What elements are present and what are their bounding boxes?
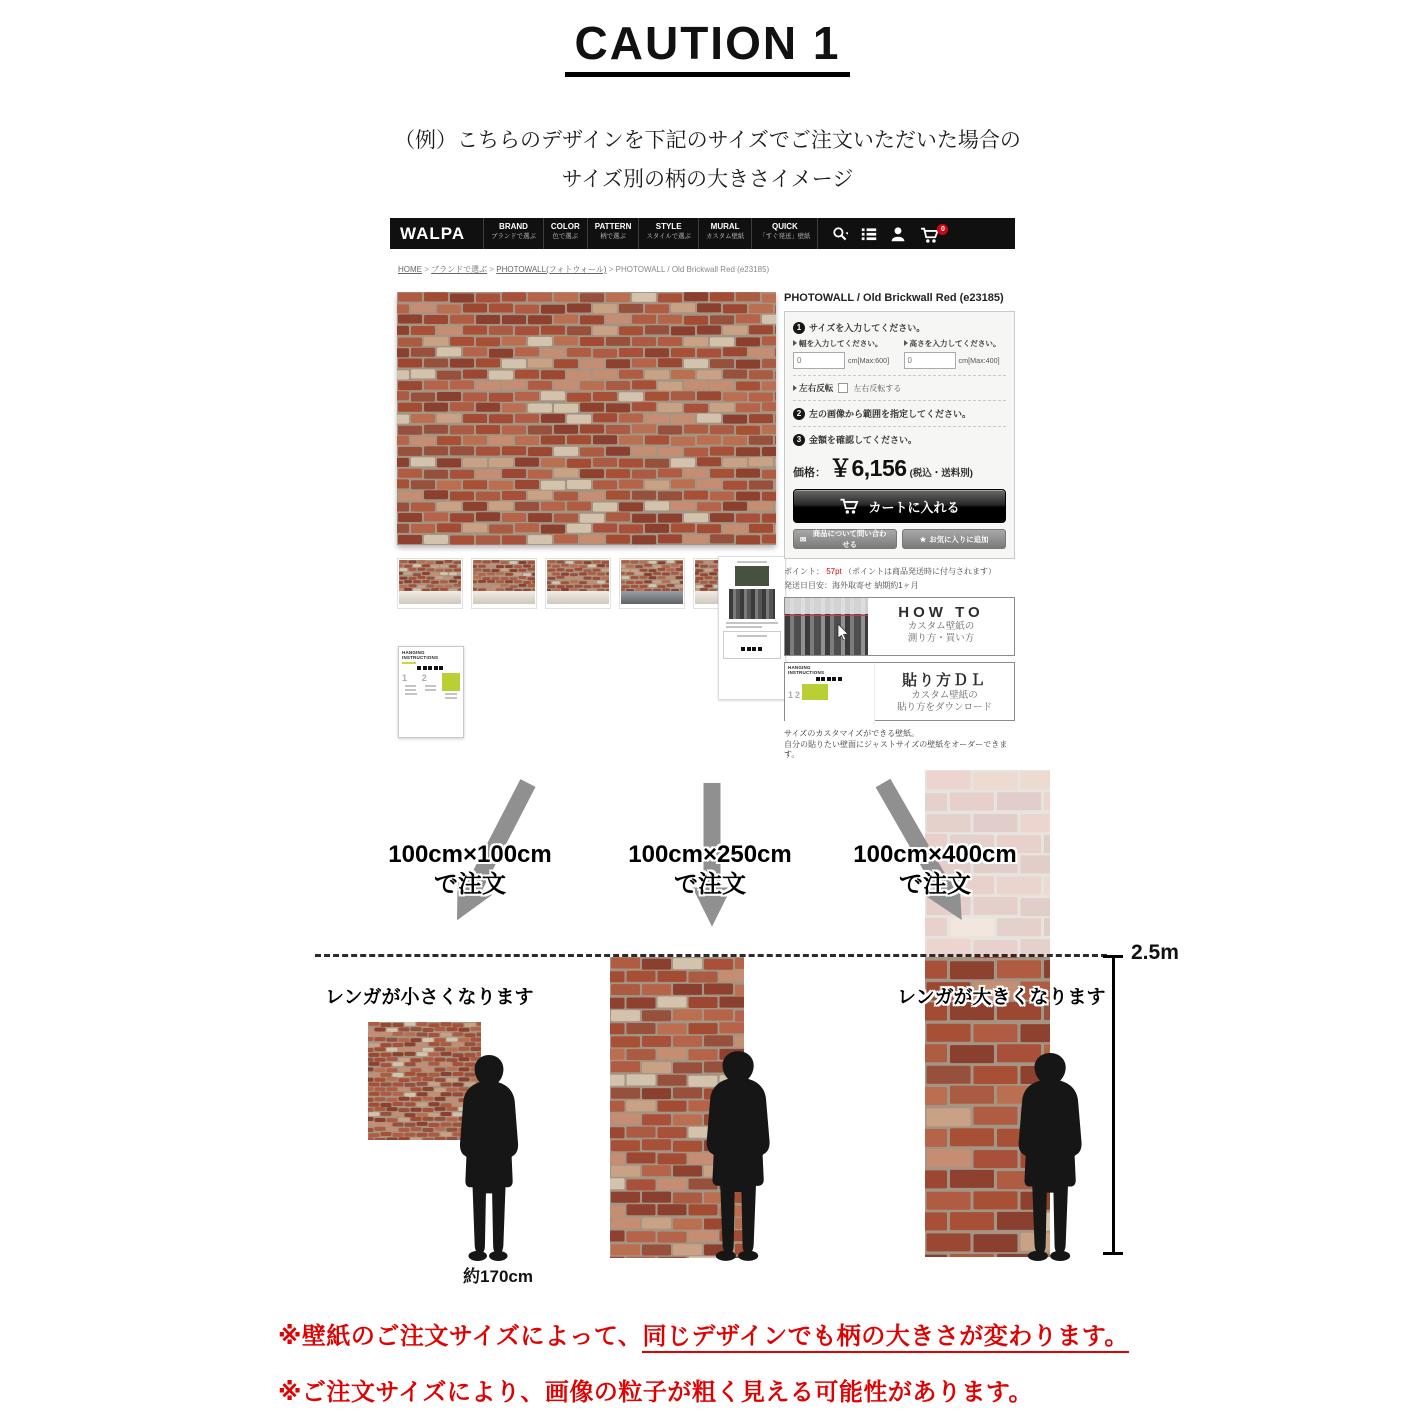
- hanging-dl-banner[interactable]: HANGING INSTRUCTIONS 1 2 貼り方ＤＬ カスタム壁紙の 貼り方をダウンロード: [784, 662, 1015, 721]
- caption-bricks-smaller: レンガが小さくなります: [325, 987, 534, 1008]
- bullet-icon: [904, 340, 908, 346]
- person-height-label: 約170cm: [463, 1267, 533, 1286]
- size-guide-card[interactable]: [718, 556, 786, 700]
- caption-bricks-larger: レンガが大きくなります: [897, 987, 1106, 1008]
- bullet-icon: [793, 340, 797, 346]
- step1-label: サイズを入力してください。: [809, 323, 926, 333]
- order-size-label-1: 100cm×100cm で注文: [388, 841, 552, 898]
- forest-image: [785, 598, 868, 655]
- nav-item-mural[interactable]: MURAL カスタム壁紙: [698, 218, 751, 249]
- thumbnail-room-1[interactable]: [397, 558, 463, 609]
- nav-menu: [483, 218, 818, 249]
- product-panel: [784, 292, 1015, 761]
- product-description: サイズのカスタマイズができる壁紙。 自分の貼りたい壁面にジャストサイズの壁紙をオーダーできま す。: [784, 729, 1008, 759]
- subtitle-line2: サイズ別の柄の大きさイメージ: [561, 168, 854, 191]
- thumbnail-room-3[interactable]: [545, 558, 611, 609]
- person-silhouette-1: [452, 1052, 524, 1264]
- thumbnail-row: [397, 558, 759, 609]
- nav-item-quick[interactable]: QUICK 「すぐ発送」壁紙: [751, 218, 818, 249]
- step3-number: 3: [793, 434, 805, 446]
- step2-number: 2: [793, 408, 805, 420]
- dl-title: 貼り方ＤＬ: [901, 672, 987, 689]
- warning-line-2: ※ご注文サイズにより、画像の粒子が粗く見える可能性があります。: [278, 1379, 1033, 1406]
- order-size-label-2: 100cm×250cm で注文: [628, 841, 792, 898]
- howto-title: HOW TO: [898, 604, 984, 621]
- cart-badge: 0: [937, 224, 948, 235]
- price-label: 価格：: [793, 467, 826, 479]
- nav-item-brand[interactable]: BRAND ブランドで選ぶ: [483, 218, 543, 249]
- price-note: (税込・送料別): [909, 468, 973, 479]
- hanging-instructions-document[interactable]: HANGING INSTRUCTIONS 1 2: [398, 646, 464, 738]
- walpa-logo[interactable]: WALPA: [400, 223, 466, 243]
- order-size-label-3: 100cm×400cm で注文: [853, 841, 1017, 898]
- user-icon[interactable]: [890, 226, 906, 242]
- wall-height-measure-line: [1112, 957, 1115, 1254]
- search-icon[interactable]: [832, 226, 848, 242]
- price-value: ￥6,156: [829, 455, 907, 481]
- flip-checkbox[interactable]: [838, 383, 848, 393]
- thumbnail-room-2[interactable]: [471, 558, 537, 609]
- height-label: 高さを入力してください。: [909, 339, 1001, 348]
- points-line: ポイント： 57pt （ポイントは商品発送時に付与されます）: [784, 567, 997, 576]
- forest-mini-image: [729, 589, 775, 619]
- star-icon: ★: [919, 534, 927, 544]
- list-icon[interactable]: [861, 226, 877, 242]
- nav-item-pattern[interactable]: PATTERN 柄で選ぶ: [587, 218, 639, 249]
- favorite-button[interactable]: ★ お気に入りに追加: [902, 529, 1006, 549]
- flip-checkbox-label: 左右反転する: [853, 383, 902, 393]
- inquiry-button[interactable]: ✉ 商品について問い合わせる: [793, 529, 897, 549]
- warning-line-1: ※壁紙のご注文サイズによって、同じデザインでも柄の大きさが変わります。: [278, 1316, 1129, 1351]
- add-to-cart-button[interactable]: カートに入れる: [793, 489, 1006, 523]
- nav-item-color[interactable]: COLOR 色で選ぶ: [543, 218, 587, 249]
- person-silhouette-3: [1010, 1050, 1088, 1264]
- width-input[interactable]: [793, 352, 845, 369]
- subtitle-line1: （例）こちらのデザインを下記のサイズでご注文いただいた場合の: [394, 129, 1021, 152]
- flip-label: 左右反転: [799, 383, 834, 393]
- cart-icon: [839, 497, 860, 515]
- width-label: 幅を入力してください。: [799, 339, 883, 348]
- height-input[interactable]: [904, 352, 956, 369]
- breadcrumb-current: PHOTOWALL / Old Brickwall Red (e23185): [615, 265, 770, 274]
- product-title: PHOTOWALL / Old Brickwall Red (e23185): [784, 292, 1004, 304]
- measure-cap-bottom: [1103, 1252, 1123, 1255]
- step3-label: 金額を確認してください。: [809, 435, 918, 445]
- shipping-line: 発送日目安：海外取寄せ 納期約1ヶ月: [784, 581, 919, 590]
- navbar: [390, 218, 1015, 249]
- cart-icon[interactable]: [919, 225, 945, 242]
- hanging-doc-image: HANGING INSTRUCTIONS 1 2: [785, 663, 875, 724]
- cursor-icon: [837, 624, 849, 640]
- measure-cap-top: [1103, 955, 1123, 958]
- envelope-icon: ✉: [800, 534, 807, 544]
- breadcrumb-brand[interactable]: ブランドで選ぶ: [431, 265, 488, 274]
- thumbnail-room-4[interactable]: [619, 558, 685, 609]
- order-form: [784, 311, 1015, 559]
- bullet-icon: [793, 385, 797, 391]
- breadcrumb-photowall[interactable]: PHOTOWALL(フォトウォール): [496, 265, 607, 274]
- breadcrumb-home[interactable]: HOME: [398, 265, 422, 274]
- step1-number: 1: [793, 322, 805, 334]
- wall-top-dashed-line: [315, 954, 1107, 957]
- walpa-product-page-screenshot: [390, 218, 1015, 764]
- breadcrumb: HOME > ブランドで選ぶ > PHOTOWALL(フォトウォール) > PHOTOWALL / Old Brickwall Red (e23185): [398, 265, 770, 274]
- warning-underlined: 同じデザインでも柄の大きさが変わります。: [642, 1323, 1128, 1353]
- nav-icons: [832, 225, 945, 242]
- product-main-image[interactable]: [397, 292, 776, 545]
- width-unit: cm[Max:600]: [848, 356, 890, 365]
- page-title: CAUTION 1: [0, 16, 1415, 77]
- step2-label: 左の画像から範囲を指定してください。: [809, 409, 972, 419]
- guide-photo: [735, 566, 769, 586]
- nav-item-style[interactable]: STYLE スタイルで選ぶ: [638, 218, 698, 249]
- howto-banner[interactable]: HOW TO カスタム壁紙の 測り方・買い方: [784, 597, 1015, 656]
- wall-height-label: 2.5m: [1131, 941, 1179, 964]
- points-value: 57pt: [826, 567, 842, 576]
- person-silhouette-2: [698, 1048, 776, 1264]
- height-unit: cm[Max:400]: [958, 356, 1000, 365]
